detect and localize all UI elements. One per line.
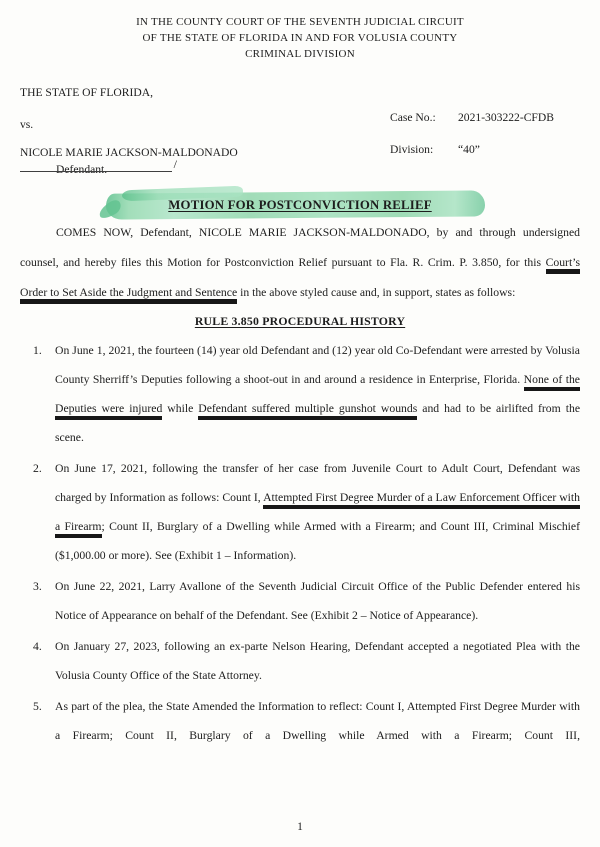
list-item-3	[20, 572, 580, 630]
case-number-row	[390, 111, 554, 124]
case-caption	[20, 84, 580, 186]
item-text: On January 27, 2023, following an ex-parte Nelson Hearing, Defendant accepted a negotiated Plea with the Volusia County Office of the State Attorney.	[55, 640, 580, 682]
separator-slash: /	[173, 157, 177, 171]
court-header	[20, 14, 580, 62]
item-text: As part of the plea, the State Amended the Information to reflect: Count I, Attempted First Degree Murder with a Firearm; Count II, Burglary of a Dwelling while Armed with a Firearm; Count III,	[55, 700, 580, 742]
division-value: “40”	[458, 143, 480, 156]
document-title	[168, 196, 431, 214]
text-segment: and had to be airlifted from the scene.	[55, 402, 581, 444]
text-segment: ; Count II, Burglary of a Dwelling while Armed with a Firearm; and Count III, Criminal Mischief ($1,000.00 or more). See (Exhibit 1 – Information).	[55, 520, 580, 562]
text-segment: On June 1, 2021, the fourteen (14) year old Defendant and (12) year old Co-Defendant were arrested by Volusia County Sherriff’s Deputies following a shoot-out in and around a residence in Enterprise, Florida.	[55, 344, 580, 386]
plaintiff-name: THE STATE OF FLORIDA,	[20, 86, 154, 99]
item-text	[55, 344, 580, 444]
defendant-name: NICOLE MARIE JACKSON-MALDONADO	[20, 146, 238, 159]
pen-underlined-phrase: None of the Deputies were injured	[55, 373, 580, 420]
court-name-line-1: IN THE COUNTY COURT OF THE SEVENTH JUDICIAL CIRCUIT	[136, 16, 464, 28]
text-segment: On June 17, 2021, following the transfer of her case from Juvenile Court to Adult Court, Defendant was charged by Information as follows: Count I,	[55, 462, 580, 504]
caption-separator-line	[20, 156, 177, 172]
page-number: 1	[297, 821, 303, 833]
list-item-5	[20, 692, 580, 750]
item-number: 5.	[33, 700, 42, 713]
text-segment: while	[162, 402, 199, 415]
defendant-role-label: Defendant.	[56, 163, 108, 176]
case-number-label: Case No.:	[390, 111, 436, 124]
pen-underlined-phrase: Court’s Order to Set Aside the Judgment and Sentence	[20, 256, 580, 304]
case-number-value: 2021-303222-CFDB	[458, 111, 554, 124]
item-number: 2.	[33, 462, 42, 475]
item-text: On June 22, 2021, Larry Avallone of the Seventh Judicial Circuit Office of the Public Defender entered his Notice of Appearance on behalf of the Defendant. See (Exhibit 2 – Notice of Appearance).	[55, 580, 580, 622]
procedural-history-list	[20, 336, 580, 750]
pen-underlined-phrase: Defendant suffered multiple gunshot wounds	[198, 402, 417, 420]
court-name-line-3: CRIMINAL DIVISION	[245, 48, 355, 60]
title-row	[20, 196, 580, 214]
court-name-line-2: OF THE STATE OF FLORIDA IN AND FOR VOLUSIA COUNTY	[142, 32, 458, 44]
item-number: 4.	[33, 640, 42, 653]
list-item-4	[20, 632, 580, 690]
versus-label: vs.	[20, 118, 34, 131]
text-segment: in the above styled cause and, in support, states as follows:	[237, 286, 516, 299]
division-label: Division:	[390, 143, 434, 156]
item-text	[55, 462, 580, 562]
list-item-1	[20, 336, 580, 452]
section-heading: RULE 3.850 PROCEDURAL HISTORY	[194, 314, 406, 328]
text-segment: COMES NOW, Defendant, NICOLE MARIE JACKSON-MALDONADO, by and through undersigned counsel, and hereby files this Motion for Postconviction Relief pursuant to Fla. R. Crim. P. 3.850, for this	[20, 226, 580, 269]
pen-underlined-phrase: Attempted First Degree Murder of a Law Enforcement Officer with a Firearm	[55, 491, 580, 538]
item-number: 1.	[33, 344, 42, 357]
opening-paragraph	[20, 218, 580, 308]
document-title-text: MOTION FOR POSTCONVICTION RELIEF	[168, 198, 432, 212]
item-number: 3.	[33, 580, 42, 593]
list-item-2	[20, 454, 580, 570]
division-row	[390, 143, 480, 156]
